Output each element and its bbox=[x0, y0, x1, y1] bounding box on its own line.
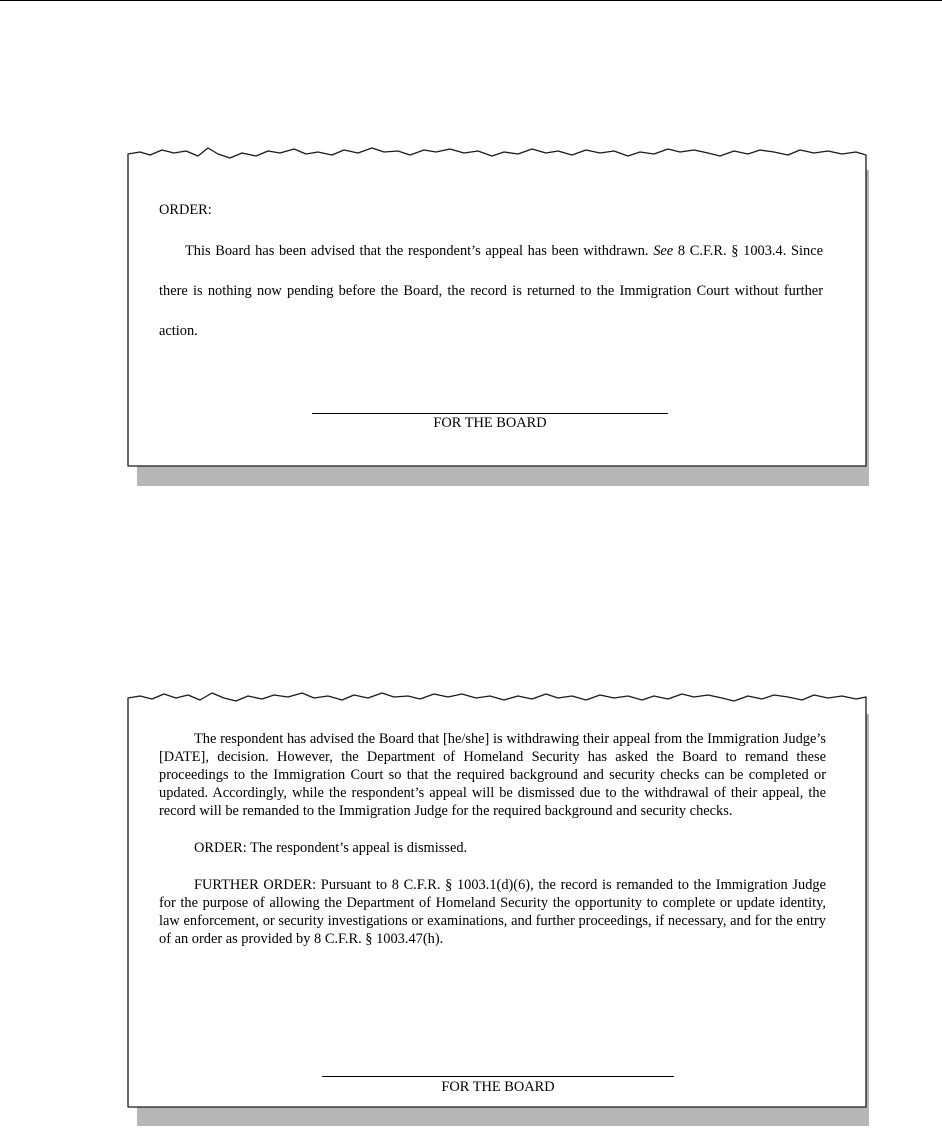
order-excerpt-remand bbox=[128, 686, 870, 1127]
order-text-part1: This Board has been advised that the respondent’s appeal has been withdrawn. bbox=[185, 243, 654, 259]
order-heading: ORDER: bbox=[159, 202, 212, 218]
top-rule bbox=[0, 0, 942, 1]
background-paragraph: The respondent has advised the Board that [he/she] is withdrawing their appeal from the Immigration Judge’s [DATE], decision. However, the Department of Homeland Security has asked the Board to remand these proceedings to the Immigration Court so that the required background and security checks can be completed or updated. Accordingly, while the respondent’s appeal will be dismissed due to the withdrawal of their appeal, the record will be remanded to the Immigration Judge for the required background and security checks. bbox=[159, 731, 826, 819]
signature-caption: FOR THE BOARD bbox=[441, 1079, 555, 1095]
excerpt-body bbox=[159, 198, 823, 351]
order-paragraph: ORDER: The respondent’s appeal is dismissed. bbox=[194, 840, 468, 856]
order-text-part2: 8 C.F.R. § 1003.4. Since there is nothing now pending before the Board, the record is returned to the Immigration Court without further action. bbox=[159, 243, 823, 339]
signature-line bbox=[312, 413, 668, 414]
order-paragraph bbox=[159, 231, 823, 351]
citation-signal: See bbox=[653, 243, 674, 259]
further-order-paragraph: FURTHER ORDER: Pursuant to 8 C.F.R. § 1003.1(d)(6), the record is remanded to the Immigration Judge for the purpose of allowing the Department of Homeland Security the opportunity to complete or update identity, law enforcement, or security investigations or examinations, and further proceedings, if necessary, and for the entry of an order as provided by 8 C.F.R. § 1003.47(h). bbox=[159, 877, 826, 947]
order-excerpt-withdrawn bbox=[128, 140, 870, 488]
signature-line bbox=[322, 1076, 674, 1077]
excerpt-body bbox=[159, 730, 826, 967]
signature-caption: FOR THE BOARD bbox=[433, 415, 547, 431]
